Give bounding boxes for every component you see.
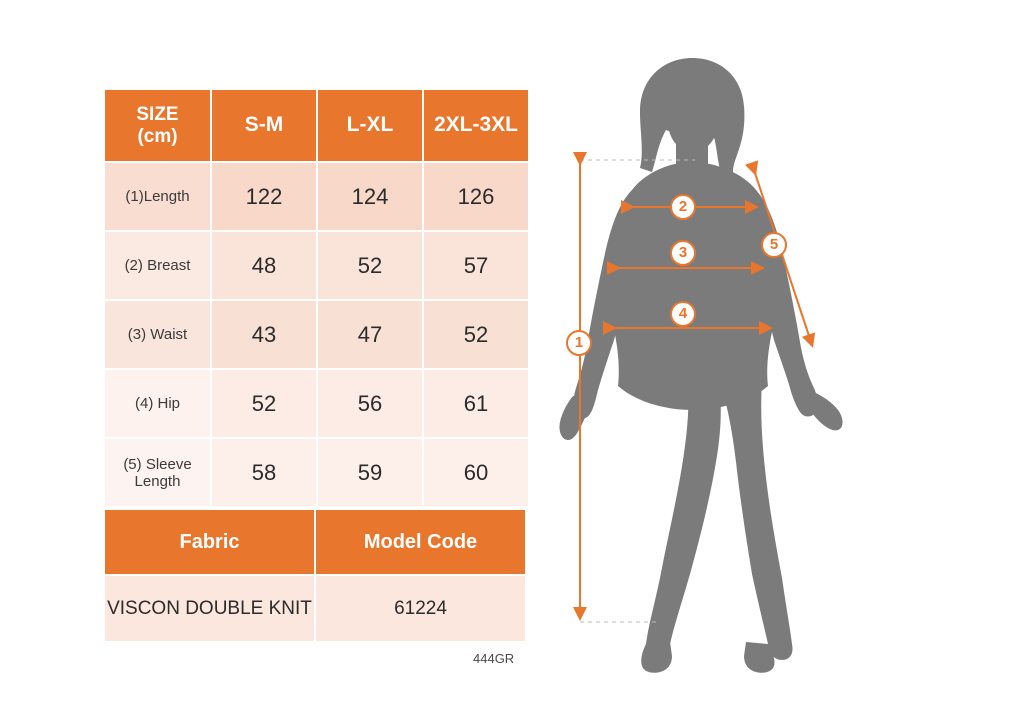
cell-hip-l-xl: 56 [317,369,423,438]
size-chart-table [103,88,530,508]
column-header-size-line1: SIZE [136,103,179,125]
sleeve-length-marker-badge: 5 [761,232,787,258]
table-row [104,369,529,438]
column-header-2xl-3xl: 2XL-3XL [423,89,529,162]
size-chart-body [104,162,529,507]
cell-waist-s-m: 43 [211,300,317,369]
table-row [104,438,529,507]
female-silhouette-icon [559,58,842,673]
hip-marker-badge: 4 [670,301,696,327]
fabric-value: VISCON DOUBLE KNIT [104,575,315,642]
column-header-s-m: S-M [211,89,317,162]
cell-hip-2xl-3xl: 61 [423,369,529,438]
fabric-header: Fabric [104,509,315,575]
row-label-sleeve-length: (5) Sleeve Length [104,438,211,507]
breast-marker-badge: 2 [670,194,696,220]
reference-code: 444GR [473,651,515,666]
row-label-waist: (3) Waist [104,300,211,369]
cell-sleeve-l-xl: 59 [317,438,423,507]
column-header-size-line2: (cm) [137,125,178,147]
model-code-header: Model Code [315,509,526,575]
fabric-info-body [104,509,526,642]
model-figure-diagram [540,40,1010,680]
fabric-info-table [103,508,527,643]
table-row [104,162,529,231]
cell-sleeve-2xl-3xl: 60 [423,438,529,507]
cell-breast-l-xl: 52 [317,231,423,300]
row-label-length: (1)Length [104,162,211,231]
row-label-breast: (2) Breast [104,231,211,300]
cell-waist-2xl-3xl: 52 [423,300,529,369]
length-marker-badge: 1 [566,330,592,356]
cell-length-2xl-3xl: 126 [423,162,529,231]
cell-length-s-m: 122 [211,162,317,231]
fabric-header-row [104,509,526,575]
table-header-row [104,89,529,162]
cell-waist-l-xl: 47 [317,300,423,369]
table-row [104,300,529,369]
column-header-l-xl: L-XL [317,89,423,162]
row-label-hip: (4) Hip [104,369,211,438]
column-header-size [104,89,211,162]
table-row [104,231,529,300]
cell-sleeve-s-m: 58 [211,438,317,507]
fabric-value-row [104,575,526,642]
cell-breast-2xl-3xl: 57 [423,231,529,300]
cell-hip-s-m: 52 [211,369,317,438]
size-chart-header [104,89,529,162]
cell-breast-s-m: 48 [211,231,317,300]
model-code-value: 61224 [315,575,526,642]
waist-marker-badge: 3 [670,240,696,266]
silhouette-svg [540,40,1010,680]
cell-length-l-xl: 124 [317,162,423,231]
